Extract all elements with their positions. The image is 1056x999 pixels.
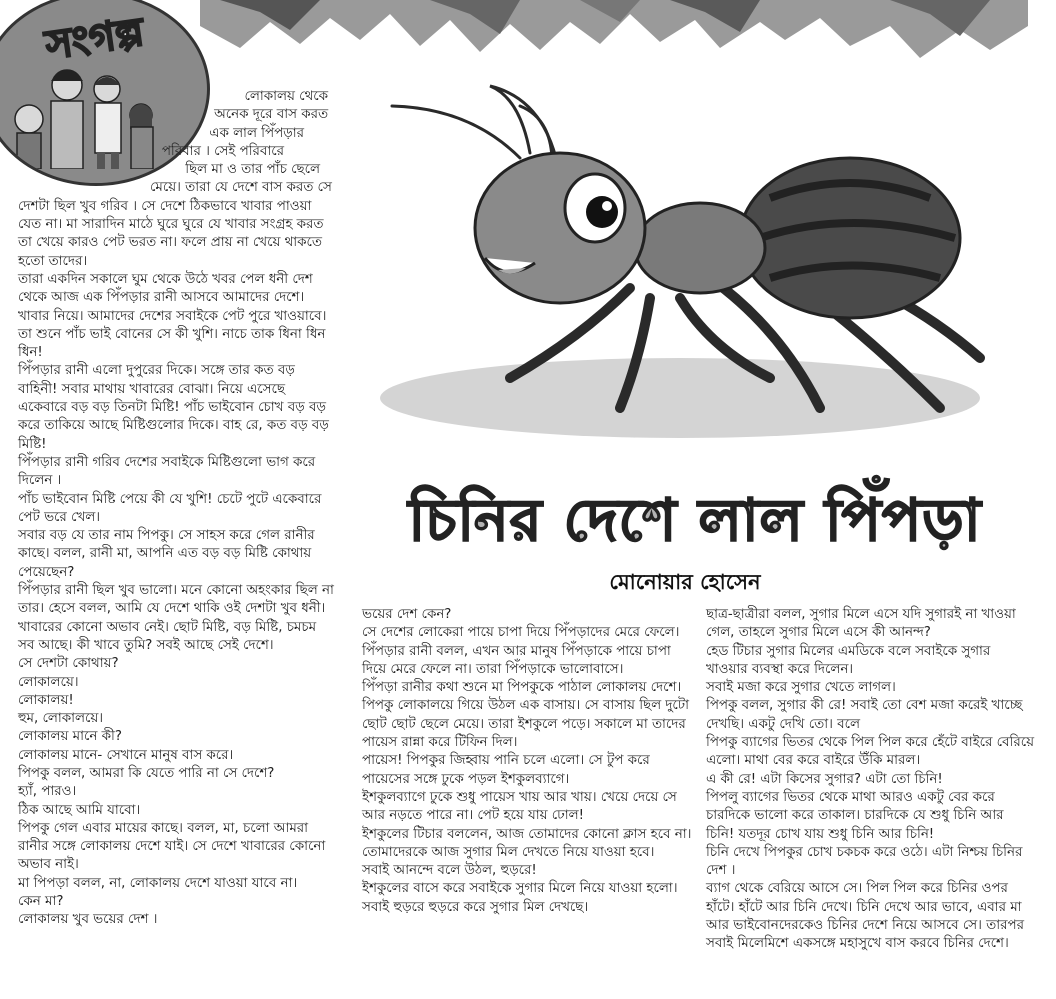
paragraph: লোকালয় খুব ভয়ের দেশ ।: [18, 912, 158, 928]
story-author: মোনোয়ার হোসেন: [609, 570, 761, 594]
story-title: চিনির দেশে লাল পিঁপড়া: [408, 486, 982, 554]
paragraph: পিপকু গেল এবার মায়ের কাছে। বলল, মা, চলো আমরা রানীর সঙ্গে লোকালয় দেশে যাই। সে দেশে খাবারের কোনো অভাব নাই।: [18, 820, 326, 873]
ant-thorax: [635, 203, 765, 293]
paragraph: সবাই আনন্দে বলে উঠল, হুড়রে!: [362, 863, 537, 879]
paragraph: পিঁপড়ার রানী এলো দুপুরের দিকে। সঙ্গে তার কত বড় বাহিনী! সবার মাথায় খাবারের বোঝা। নিয়ে এসেছে একেবারে বড় বড় তিনটা মিষ্টি! পাঁচ ভাইবোন চোখ বড় বড় করে তাকিয়ে আছে মিষ্টিগুলোর দিকে। বাহ রে, কত বড় বড় মিষ্টি!: [18, 363, 329, 452]
paragraph: ইশকুলব্যাগে ঢুকে শুধু পায়েস খায় আর খায়। খেয়ে দেয়ে সে আর নড়তে পারে না। পেট হয়ে যায় ঢোল!: [362, 789, 677, 824]
paragraph: পিঁপড়া রানীর কথা শুনে মা পিপকুকে পাঠাল লোকালয় দেশে।: [362, 680, 682, 696]
ant-illustration: [380, 78, 1030, 450]
paragraph: ছাত্র-ছাত্রীরা বলল, সুগার মিলে এসে যদি সুগারই না খাওয়া গেল, তাহলে সুগার মিলে এসে কী আনন্দ?: [706, 607, 1016, 641]
paragraph: সবার বড় যে তার নাম পিপকু। সে সাহস করে গেল রানীর কাছে। বলল, রানী মা, আপনি এত বড় বড় মিষ্টি কোথায় পেয়েছেন?: [18, 528, 315, 580]
intro-line: পরিবার । সেই পরিবারে: [161, 143, 284, 159]
paragraph: সবাই মজা করে সুগার খেতে লাগল।: [706, 680, 896, 696]
intro-line: লোকালয় থেকে: [244, 89, 328, 104]
paragraph: ব্যাগ থেকে বেরিয়ে আসে সে। পিল পিল করে চিনির ওপর হাঁটে। হাঁটে আর চিনি দেখে। চিনি দেখে আর ভাবে, এবার মা আর ভাইবোনদেরকেও চিনির দেশে নিয়ে আসবে সে। তারপর সবাই মিলেমিশে একসঙ্গে মহাসুখে বাস করবে চিনির দেশে।: [706, 881, 1024, 952]
text-column-3: [706, 606, 1034, 954]
paragraph: পিপকু লোকালয়ে গিয়ে উঠল এক বাসায়। সে বাসায় ছিল দুটো ছোট ছোট ছেলে মেয়ে। তারা ইশকুলে পড়ে। সকালে মা তাদের পায়েস রান্না করে টিফিন দিল।: [362, 698, 689, 751]
mountain-banner: [200, 0, 1028, 70]
paragraph: মা পিপড়া বলল, না, লোকালয় দেশে যাওয়া যাবে না।: [18, 875, 298, 891]
paragraph: পিঁপড়ার রানী ছিল খুব ভালো। মনে কোনো অহংকার ছিল না তার। হেসে বলল, আমি যে দেশে থাকি ওই দেশটা খুব ধনী। খাবারের কোনো অভাব নেই। ছোট মিষ্টি, বড় মিষ্টি, চমচম সব আছে। কী খাবে তুমি? সবই আছে সেই দেশে।: [18, 583, 334, 653]
paragraph: সে দেশটা কোথায়?: [18, 656, 119, 672]
intro-line: ছিল মা ও তার পাঁচ ছেলে: [185, 162, 320, 178]
intro-line: এক লাল পিঁপড়ার: [209, 125, 304, 141]
paragraph: হুম, লোকালয়ে।: [18, 711, 104, 727]
paragraph: ইশকুলের বাসে করে সবাইকে সুগার মিলে নিয়ে যাওয়া হলো। সবাই হুড়রে হুড়রে করে সুগার মিল দেখছে।: [362, 881, 678, 915]
paragraph: চিনি দেখে পিপকুর চোখ চকচক করে ওঠে। এটা নিশ্চয় চিনির দেশ ।: [706, 844, 1023, 879]
paragraph: পিপলু ব্যাগের ভিতর থেকে মাথা আরও একটু বের করে চারদিকে ভালো করে তাকাল। চারদিকে যে শুধু চিনি আর চিনি! যতদূর চোখ যায় শুধু চিনি আর চিনি!: [706, 789, 1004, 842]
paragraph: পায়েস! পিপকুর জিহ্বায় পানি চলে এলো। সে টুপ করে পায়েসের সঙ্গে ঢুকে পড়ল ইশকুলব্যাগে।: [362, 753, 650, 787]
paragraph: লোকালয়!: [18, 692, 74, 708]
paragraph: হেড টিচার সুগার মিলের এমডিকে বলে সবাইকে সুগার খাওয়ার ব্যবস্থা করে দিলেন।: [706, 643, 991, 677]
paragraph: পিপকু বলল, আমরা কি যেতে পারি না সে দেশে?: [18, 765, 275, 781]
paragraph: লোকালয়ে।: [18, 674, 79, 690]
paragraph: পাঁচ ভাইবোন মিষ্টি পেয়ে কী যে খুশি! চেটে পুটে একেবারে পেট ভরে খেল।: [18, 491, 322, 525]
text-column-2: [362, 606, 695, 917]
paragraph: লোকালয় মানে- সেখানে মানুষ বাস করে।: [18, 747, 234, 763]
paragraph: সে দেশের লোকেরা পায়ে চাপা দিয়ে পিঁপড়াদের মেরে ফেলে।: [362, 625, 680, 641]
paragraph: লোকালয় মানে কী?: [18, 729, 122, 745]
paragraph: পিঁপড়ার রানী গরিব দেশের সবাইকে মিষ্টিগুলো ভাগ করে দিলেন ।: [18, 454, 316, 489]
ant-shadow: [380, 358, 980, 438]
paragraph: পিপকু বলল, সুগার কী রে! সবাই তো বেশ মজা করেই খাচ্ছে দেখছি। একটু দেখি তো। বলে: [706, 698, 1023, 732]
paragraph: কেন মা?: [18, 894, 64, 910]
paragraph: ভয়ের দেশ কেন?: [362, 607, 452, 622]
paragraph: পিঁপড়ার রানী বলল, এখন আর মানুষ পিঁপড়াকে পায়ে চাপা দিয়ে মেরে ফেলে না। তারা পিঁপড়াকে ভালোবাসে।: [362, 643, 671, 677]
logo-title: সংগল্প: [42, 9, 147, 69]
paragraph: ঠিক আছে আমি যাবো।: [18, 802, 141, 818]
paragraph: পিপকু ব্যাগের ভিতর থেকে পিল পিল করে হেঁটে বাইরে বেরিয়ে এলো। মাথা বের করে বাইরে উঁকি মারল।: [706, 735, 1034, 769]
intro-line: অনেক দূরে বাস করত: [214, 107, 328, 123]
paragraph: এ কী রে! এটা কিসের সুগার? এটা তো চিনি!: [706, 771, 943, 787]
paragraph: তারা একদিন সকালে ঘুম থেকে উঠে খবর পেল ধনী দেশ থেকে আজ এক পিঁপড়ার রানী আসবে আমাদের দেশে। খাবার নিয়ে। আমাদের দেশের সবাইকে পেট পুরে খাওয়াবে। তা শুনে পাঁচ ভাই বোনের সে কী খুশি। নাচে তাক ধিনা ধিন ধিন!: [18, 271, 327, 361]
paragraph: মেয়ে। তারা যে দেশে বাস করত সে দেশটা ছিল খুব গরিব । সে দেশে ঠিকভাবে খাবার পাওয়া যেত না। মা সারাদিন মাঠে ঘুরে ঘুরে যে খাবার সংগ্রহ করত তা খেয়ে কারও পেট ভরত না। ফলে প্রায় না খেয়ে থাকতে হতো তাদের।: [18, 180, 332, 269]
paragraph: হ্যাঁ, পারও।: [18, 784, 77, 800]
paragraph: ইশকুলের টিচার বললেন, আজ তোমাদের কোনো ক্লাস হবে না। তোমাদেরকে আজ সুগার মিল দেখতে নিয়ে যাওয়া হবে।: [362, 826, 692, 860]
text-column-1: [18, 88, 336, 930]
